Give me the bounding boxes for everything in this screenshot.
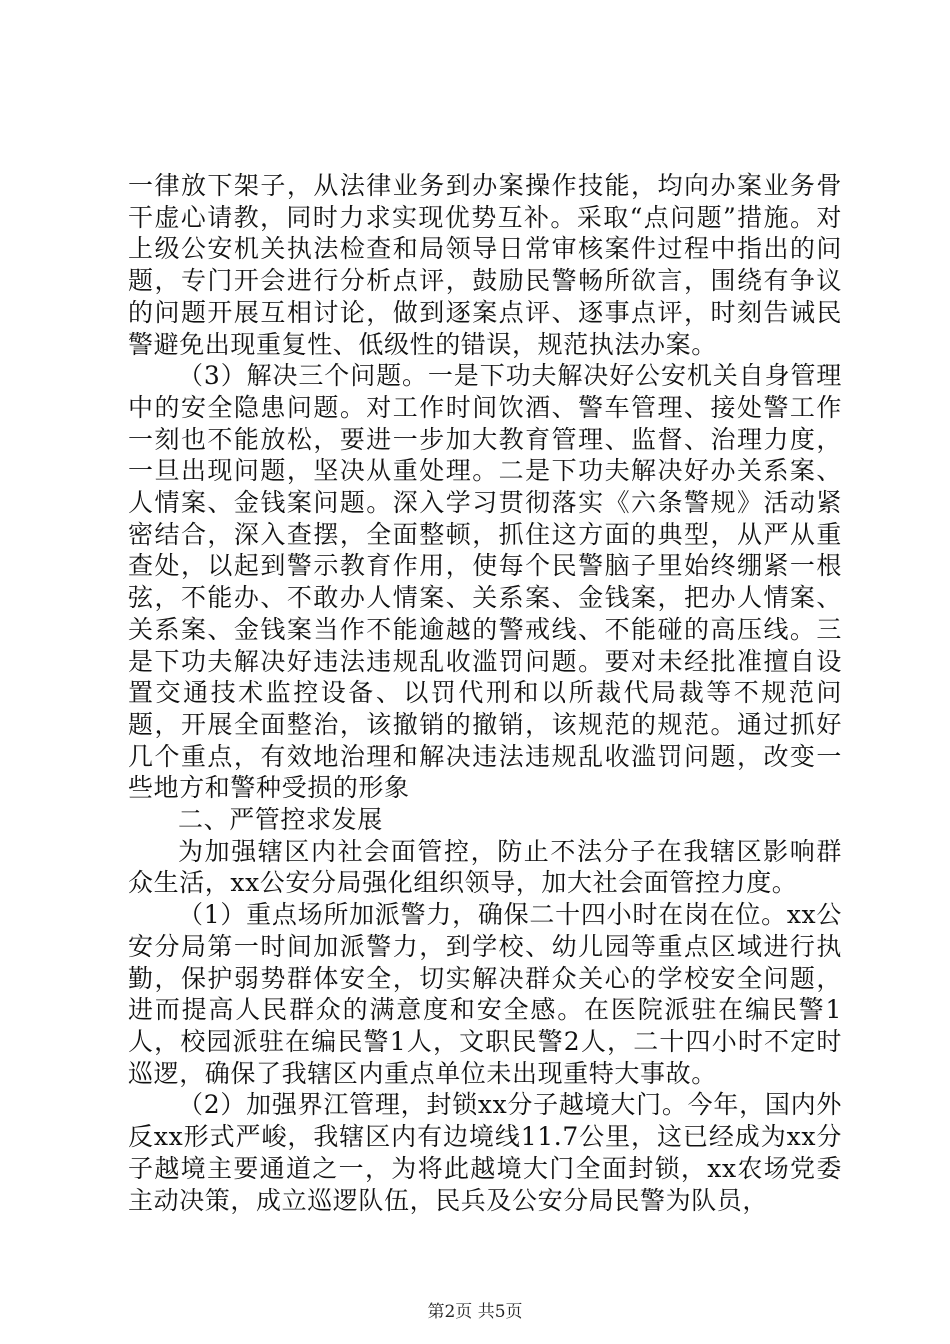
page-number-footer: 第2页 共5页 [427, 1302, 523, 1322]
paragraph-border-management: （2）加强界江管理，封锁xx分子越境大门。今年，国内外反xx形式严峻，我辖区内有边境线11.7公里，这已经成为xx分子越境主要通道之一，为将此越境大门全面封锁，xx农场党委主动决策，成立巡逻队伍，民兵及公安分局民警为队员， [128, 1090, 842, 1215]
paragraph-section-intro: 为加强辖区内社会面管控，防止不法分子在我辖区影响群众生活，xx公安分局强化组织领导，加大社会面管控力度。 [128, 836, 842, 898]
paragraph-key-locations: （1）重点场所加派警力，确保二十四小时在岗在位。xx公安分局第一时间加派警力，到学校、幼儿园等重点区域进行执勤，保护弱势群体安全，切实解决群众关心的学校安全问题，进而提高人民群众的满意度和安全感。在医院派驻在编民警1人，校园派驻在编民警1人，文职民警2人，二十四小时不定时巡逻，确保了我辖区内重点单位未出现重特大事故。 [128, 900, 842, 1088]
section-heading: 二、严管控求发展 [178, 805, 383, 835]
paragraph-three-problems: （3）解决三个问题。一是下功夫解决好公安机关自身管理中的安全隐患问题。对工作时间饮酒、警车管理、接处警工作一刻也不能放松，要进一步加大教育管理、监督、治理力度，一旦出现问题，坚决从重处理。二是下功夫解决好办关系案、人情案、金钱案问题。深入学习贯彻落实《六条警规》活动紧密结合，深入查摆，全面整顿，抓住这方面的典型，从严从重查处，以起到警示教育作用，使每个民警脑子里始终绷紧一根弦，不能办、不敢办人情案、关系案、金钱案，把办人情案、关系案、金钱案当作不能逾越的警戒线、不能碰的高压线。三是下功夫解决好违法违规乱收滥罚问题。要对未经批准擅自设置交通技术监控设备、以罚代刑和以所裁代局裁等不规范问题，开展全面整治，该撤销的撤销，该规范的规范。通过抓好几个重点，有效地治理和解决违法违规乱收滥罚问题，改变一些地方和警种受损的形象 [128, 361, 842, 803]
document-body [128, 170, 842, 1216]
paragraph-continuation: 一律放下架子，从法律业务到办案操作技能，均向办案业务骨干虚心请教，同时力求实现优势互补。采取“点问题”措施。对上级公安机关执法检查和局领导日常审核案件过程中指出的问题，专门开会进行分析点评，鼓励民警畅所欲言，围绕有争议的问题开展互相讨论，做到逐案点评、逐事点评，时刻告诫民警避免出现重复性、低级性的错误，规范执法办案。 [128, 171, 842, 359]
